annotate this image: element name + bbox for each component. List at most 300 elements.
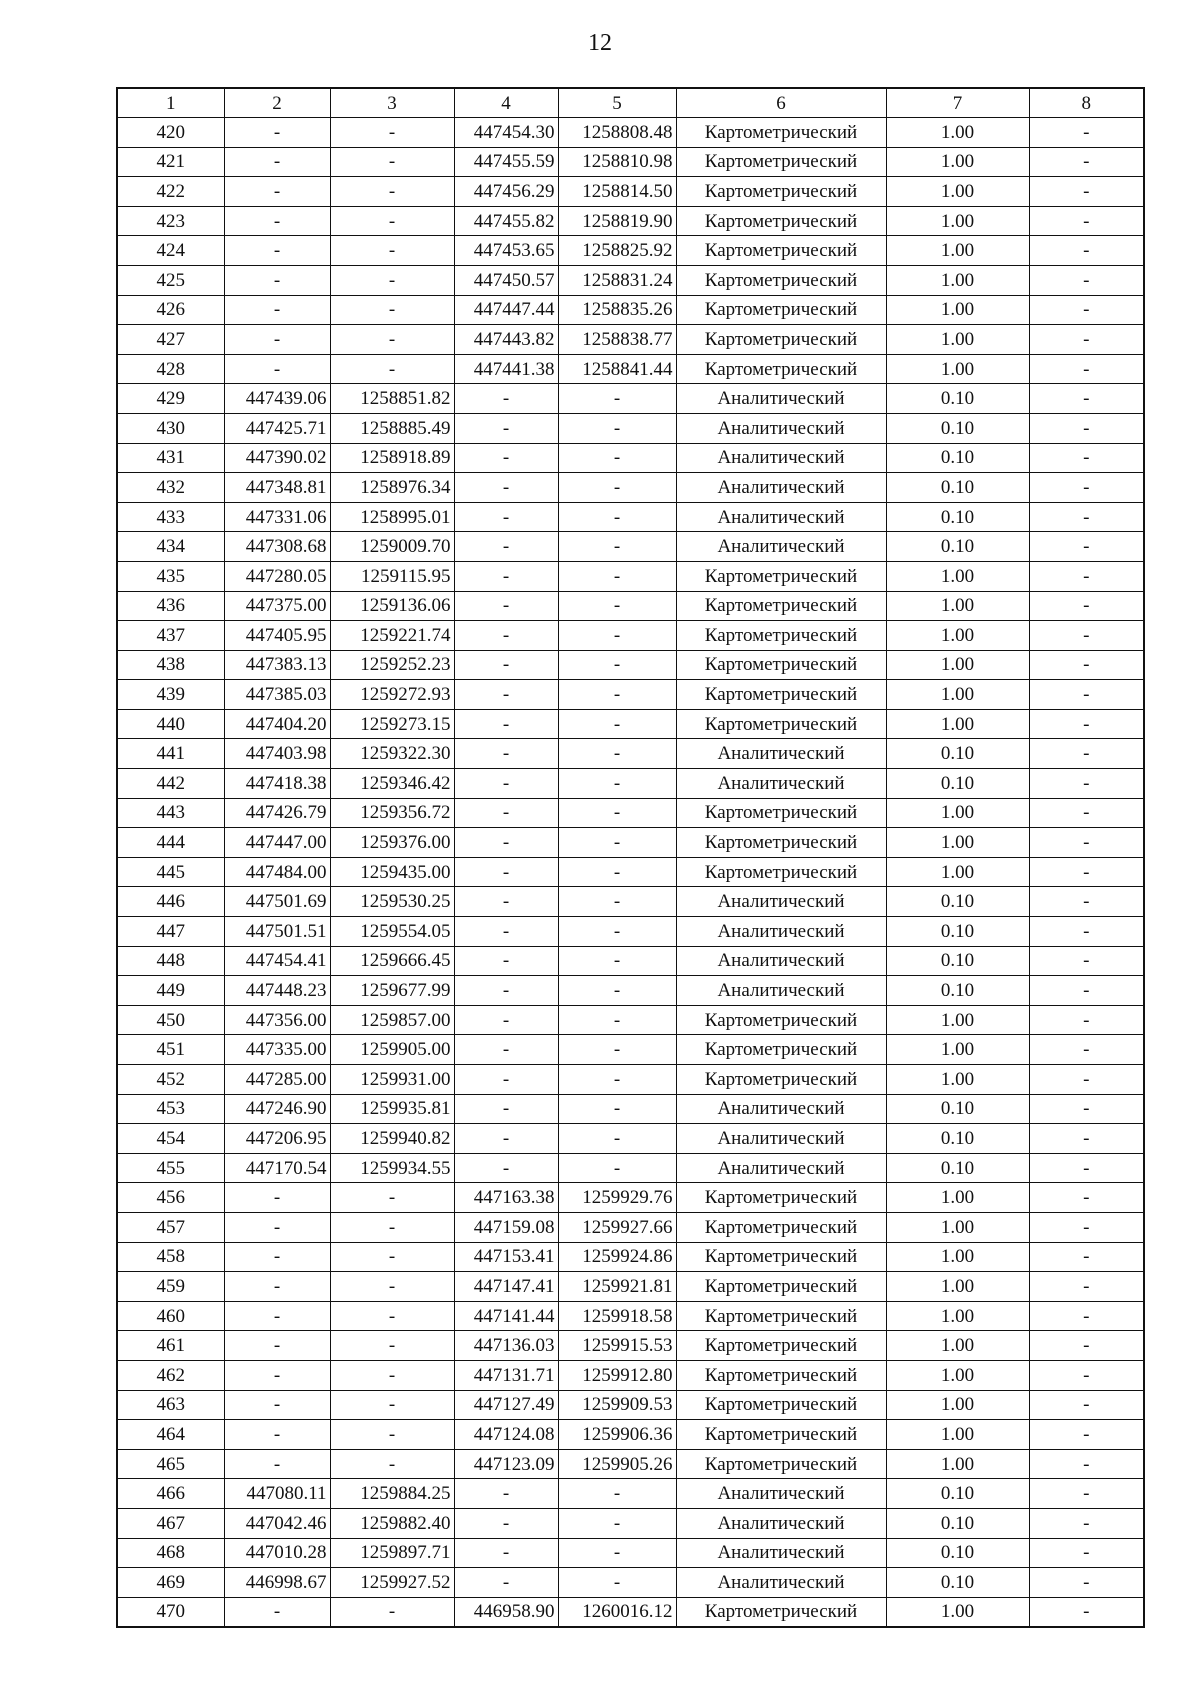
description-cell: - [1029, 1568, 1144, 1598]
point-number-cell: 442 [117, 769, 224, 799]
existing-x-cell: 447501.69 [224, 887, 330, 917]
description-cell: - [1029, 1035, 1144, 1065]
table-row [117, 591, 1144, 621]
table-row [117, 1390, 1144, 1420]
method-cell: Аналитический [676, 1479, 886, 1509]
table-row [117, 1065, 1144, 1095]
accuracy-cell: 1.00 [886, 798, 1029, 828]
new-y-cell: 1259915.53 [558, 1331, 676, 1361]
point-number-cell: 431 [117, 443, 224, 473]
new-x-cell: - [454, 443, 558, 473]
new-y-cell: - [558, 1005, 676, 1035]
description-cell: - [1029, 325, 1144, 355]
table-row [117, 502, 1144, 532]
new-x-cell: - [454, 1508, 558, 1538]
method-cell: Картометрический [676, 591, 886, 621]
description-cell: - [1029, 769, 1144, 799]
description-cell: - [1029, 1212, 1144, 1242]
point-number-cell: 449 [117, 976, 224, 1006]
accuracy-cell: 1.00 [886, 1242, 1029, 1272]
description-cell: - [1029, 976, 1144, 1006]
column-header: 8 [1029, 88, 1144, 118]
existing-x-cell: - [224, 177, 330, 207]
accuracy-cell: 0.10 [886, 1124, 1029, 1154]
existing-y-cell: 1259857.00 [330, 1005, 454, 1035]
table-row [117, 1153, 1144, 1183]
table-row [117, 265, 1144, 295]
point-number-cell: 454 [117, 1124, 224, 1154]
method-cell: Картометрический [676, 295, 886, 325]
new-x-cell: - [454, 769, 558, 799]
description-cell: - [1029, 354, 1144, 384]
new-x-cell: 447123.09 [454, 1449, 558, 1479]
new-y-cell: - [558, 650, 676, 680]
method-cell: Аналитический [676, 1094, 886, 1124]
accuracy-cell: 0.10 [886, 443, 1029, 473]
existing-y-cell: 1258995.01 [330, 502, 454, 532]
new-x-cell: - [454, 561, 558, 591]
point-number-cell: 443 [117, 798, 224, 828]
accuracy-cell: 0.10 [886, 502, 1029, 532]
new-x-cell: - [454, 680, 558, 710]
existing-y-cell: - [330, 1242, 454, 1272]
existing-x-cell: 447385.03 [224, 680, 330, 710]
new-y-cell: 1258841.44 [558, 354, 676, 384]
existing-y-cell: - [330, 1449, 454, 1479]
new-x-cell: 447447.44 [454, 295, 558, 325]
new-x-cell: - [454, 1005, 558, 1035]
accuracy-cell: 1.00 [886, 265, 1029, 295]
method-cell: Картометрический [676, 1420, 886, 1450]
method-cell: Картометрический [676, 1331, 886, 1361]
method-cell: Картометрический [676, 1035, 886, 1065]
table-row [117, 739, 1144, 769]
method-cell: Аналитический [676, 443, 886, 473]
table-row [117, 1124, 1144, 1154]
method-cell: Картометрический [676, 1242, 886, 1272]
description-cell: - [1029, 828, 1144, 858]
point-number-cell: 452 [117, 1065, 224, 1095]
existing-x-cell: - [224, 354, 330, 384]
new-y-cell: - [558, 621, 676, 651]
new-y-cell: - [558, 946, 676, 976]
existing-y-cell: - [330, 1212, 454, 1242]
description-cell: - [1029, 650, 1144, 680]
description-cell: - [1029, 265, 1144, 295]
accuracy-cell: 0.10 [886, 887, 1029, 917]
new-y-cell: - [558, 1153, 676, 1183]
new-y-cell: 1260016.12 [558, 1597, 676, 1627]
existing-y-cell: - [330, 1597, 454, 1627]
existing-y-cell: - [330, 1390, 454, 1420]
point-number-cell: 470 [117, 1597, 224, 1627]
table-row [117, 1094, 1144, 1124]
table-row [117, 295, 1144, 325]
existing-x-cell: 447447.00 [224, 828, 330, 858]
table-row [117, 1420, 1144, 1450]
accuracy-cell: 0.10 [886, 739, 1029, 769]
point-number-cell: 462 [117, 1360, 224, 1390]
new-y-cell: - [558, 1124, 676, 1154]
point-number-cell: 420 [117, 118, 224, 148]
accuracy-cell: 1.00 [886, 1420, 1029, 1450]
existing-x-cell: 447418.38 [224, 769, 330, 799]
point-number-cell: 432 [117, 473, 224, 503]
existing-y-cell: - [330, 325, 454, 355]
accuracy-cell: 1.00 [886, 709, 1029, 739]
existing-x-cell: 447484.00 [224, 857, 330, 887]
table-row [117, 1360, 1144, 1390]
table-row [117, 680, 1144, 710]
accuracy-cell: 1.00 [886, 295, 1029, 325]
table-row [117, 1597, 1144, 1627]
method-cell: Аналитический [676, 384, 886, 414]
point-number-cell: 421 [117, 147, 224, 177]
new-y-cell: - [558, 769, 676, 799]
table-row [117, 798, 1144, 828]
new-x-cell: 447131.71 [454, 1360, 558, 1390]
method-cell: Картометрический [676, 206, 886, 236]
existing-y-cell: 1259882.40 [330, 1508, 454, 1538]
new-y-cell: 1258819.90 [558, 206, 676, 236]
existing-y-cell: 1259677.99 [330, 976, 454, 1006]
coordinates-table [116, 87, 1145, 1628]
existing-x-cell: - [224, 1390, 330, 1420]
description-cell: - [1029, 591, 1144, 621]
description-cell: - [1029, 1508, 1144, 1538]
new-y-cell: 1259905.26 [558, 1449, 676, 1479]
point-number-cell: 457 [117, 1212, 224, 1242]
existing-y-cell: 1259931.00 [330, 1065, 454, 1095]
existing-y-cell: - [330, 1420, 454, 1450]
existing-y-cell: 1258885.49 [330, 413, 454, 443]
method-cell: Аналитический [676, 917, 886, 947]
point-number-cell: 438 [117, 650, 224, 680]
table-row [117, 236, 1144, 266]
new-x-cell: - [454, 621, 558, 651]
table-row [117, 828, 1144, 858]
new-x-cell: - [454, 1479, 558, 1509]
existing-y-cell: 1259115.95 [330, 561, 454, 591]
new-x-cell: 447136.03 [454, 1331, 558, 1361]
point-number-cell: 439 [117, 680, 224, 710]
new-x-cell: - [454, 887, 558, 917]
table-row [117, 650, 1144, 680]
new-y-cell: 1258835.26 [558, 295, 676, 325]
method-cell: Картометрический [676, 354, 886, 384]
point-number-cell: 448 [117, 946, 224, 976]
new-y-cell: - [558, 680, 676, 710]
existing-x-cell: 447404.20 [224, 709, 330, 739]
existing-x-cell: 447405.95 [224, 621, 330, 651]
new-x-cell: - [454, 1065, 558, 1095]
method-cell: Картометрический [676, 236, 886, 266]
table-row [117, 857, 1144, 887]
table-row [117, 413, 1144, 443]
accuracy-cell: 1.00 [886, 680, 1029, 710]
point-number-cell: 463 [117, 1390, 224, 1420]
existing-y-cell: 1259554.05 [330, 917, 454, 947]
existing-x-cell: 447280.05 [224, 561, 330, 591]
existing-y-cell: 1259356.72 [330, 798, 454, 828]
method-cell: Аналитический [676, 1153, 886, 1183]
accuracy-cell: 0.10 [886, 1094, 1029, 1124]
point-number-cell: 453 [117, 1094, 224, 1124]
table-row [117, 621, 1144, 651]
new-x-cell: - [454, 857, 558, 887]
new-y-cell: - [558, 1065, 676, 1095]
existing-y-cell: - [330, 1331, 454, 1361]
table-row [117, 1301, 1144, 1331]
description-cell: - [1029, 1390, 1144, 1420]
method-cell: Картометрический [676, 1183, 886, 1213]
description-cell: - [1029, 206, 1144, 236]
point-number-cell: 446 [117, 887, 224, 917]
existing-x-cell: 447335.00 [224, 1035, 330, 1065]
new-y-cell: - [558, 384, 676, 414]
description-cell: - [1029, 384, 1144, 414]
existing-x-cell: 447454.41 [224, 946, 330, 976]
description-cell: - [1029, 532, 1144, 562]
point-number-cell: 445 [117, 857, 224, 887]
description-cell: - [1029, 473, 1144, 503]
description-cell: - [1029, 1331, 1144, 1361]
description-cell: - [1029, 917, 1144, 947]
existing-x-cell: 447010.28 [224, 1538, 330, 1568]
new-y-cell: - [558, 443, 676, 473]
new-x-cell: - [454, 591, 558, 621]
accuracy-cell: 1.00 [886, 118, 1029, 148]
table-row [117, 946, 1144, 976]
method-cell: Аналитический [676, 473, 886, 503]
new-x-cell: 447453.65 [454, 236, 558, 266]
method-cell: Картометрический [676, 857, 886, 887]
existing-x-cell: 447348.81 [224, 473, 330, 503]
point-number-cell: 451 [117, 1035, 224, 1065]
table-row [117, 532, 1144, 562]
accuracy-cell: 1.00 [886, 1065, 1029, 1095]
table-row [117, 1183, 1144, 1213]
point-number-cell: 428 [117, 354, 224, 384]
table-row [117, 206, 1144, 236]
description-cell: - [1029, 1272, 1144, 1302]
new-y-cell: - [558, 591, 676, 621]
new-y-cell: - [558, 917, 676, 947]
new-y-cell: 1259929.76 [558, 1183, 676, 1213]
column-header: 1 [117, 88, 224, 118]
accuracy-cell: 1.00 [886, 354, 1029, 384]
description-cell: - [1029, 887, 1144, 917]
existing-x-cell: - [224, 1331, 330, 1361]
accuracy-cell: 0.10 [886, 946, 1029, 976]
accuracy-cell: 1.00 [886, 147, 1029, 177]
table-row [117, 443, 1144, 473]
existing-x-cell: 447206.95 [224, 1124, 330, 1154]
description-cell: - [1029, 413, 1144, 443]
accuracy-cell: 1.00 [886, 591, 1029, 621]
new-y-cell: 1258810.98 [558, 147, 676, 177]
existing-y-cell: 1259322.30 [330, 739, 454, 769]
point-number-cell: 429 [117, 384, 224, 414]
existing-y-cell: 1259666.45 [330, 946, 454, 976]
description-cell: - [1029, 798, 1144, 828]
new-x-cell: 447456.29 [454, 177, 558, 207]
new-y-cell: - [558, 502, 676, 532]
accuracy-cell: 0.10 [886, 769, 1029, 799]
method-cell: Картометрический [676, 265, 886, 295]
existing-x-cell: - [224, 1449, 330, 1479]
new-y-cell: - [558, 887, 676, 917]
new-y-cell: - [558, 857, 676, 887]
table-row [117, 887, 1144, 917]
existing-x-cell: - [224, 1272, 330, 1302]
description-cell: - [1029, 1005, 1144, 1035]
existing-x-cell: 447501.51 [224, 917, 330, 947]
column-header: 7 [886, 88, 1029, 118]
existing-y-cell: 1259934.55 [330, 1153, 454, 1183]
table-body [117, 118, 1144, 1628]
existing-x-cell: - [224, 265, 330, 295]
accuracy-cell: 1.00 [886, 1005, 1029, 1035]
existing-x-cell: 447080.11 [224, 1479, 330, 1509]
accuracy-cell: 1.00 [886, 1390, 1029, 1420]
page-number: 12 [588, 30, 612, 56]
new-x-cell: - [454, 828, 558, 858]
existing-x-cell: 447426.79 [224, 798, 330, 828]
existing-x-cell: - [224, 1420, 330, 1450]
new-y-cell: 1258831.24 [558, 265, 676, 295]
method-cell: Картометрический [676, 177, 886, 207]
existing-y-cell: 1258976.34 [330, 473, 454, 503]
description-cell: - [1029, 946, 1144, 976]
existing-x-cell: - [224, 1242, 330, 1272]
description-cell: - [1029, 1420, 1144, 1450]
method-cell: Картометрический [676, 1272, 886, 1302]
accuracy-cell: 1.00 [886, 650, 1029, 680]
new-x-cell: - [454, 709, 558, 739]
column-header: 4 [454, 88, 558, 118]
new-y-cell: - [558, 828, 676, 858]
new-x-cell: - [454, 1153, 558, 1183]
existing-y-cell: 1259221.74 [330, 621, 454, 651]
point-number-cell: 427 [117, 325, 224, 355]
new-y-cell: - [558, 1508, 676, 1538]
new-x-cell: 447127.49 [454, 1390, 558, 1420]
column-header: 6 [676, 88, 886, 118]
accuracy-cell: 1.00 [886, 325, 1029, 355]
method-cell: Картометрический [676, 561, 886, 591]
new-x-cell: 447450.57 [454, 265, 558, 295]
method-cell: Картометрический [676, 1597, 886, 1627]
new-x-cell: - [454, 1035, 558, 1065]
table-row [117, 1508, 1144, 1538]
method-cell: Картометрический [676, 709, 886, 739]
method-cell: Картометрический [676, 828, 886, 858]
point-number-cell: 424 [117, 236, 224, 266]
point-number-cell: 459 [117, 1272, 224, 1302]
accuracy-cell: 0.10 [886, 917, 1029, 947]
method-cell: Картометрический [676, 680, 886, 710]
point-number-cell: 465 [117, 1449, 224, 1479]
point-number-cell: 467 [117, 1508, 224, 1538]
description-cell: - [1029, 1479, 1144, 1509]
existing-y-cell: 1259935.81 [330, 1094, 454, 1124]
method-cell: Аналитический [676, 1508, 886, 1538]
point-number-cell: 425 [117, 265, 224, 295]
new-x-cell: 447443.82 [454, 325, 558, 355]
existing-y-cell: - [330, 1272, 454, 1302]
table-row [117, 1212, 1144, 1242]
existing-x-cell: - [224, 236, 330, 266]
table-row [117, 1242, 1144, 1272]
existing-y-cell: 1259897.71 [330, 1538, 454, 1568]
new-y-cell: - [558, 413, 676, 443]
table-row [117, 1479, 1144, 1509]
table-row [117, 177, 1144, 207]
existing-y-cell: 1259940.82 [330, 1124, 454, 1154]
accuracy-cell: 1.00 [886, 1331, 1029, 1361]
method-cell: Аналитический [676, 413, 886, 443]
method-cell: Аналитический [676, 739, 886, 769]
existing-y-cell: 1259884.25 [330, 1479, 454, 1509]
existing-x-cell: 447331.06 [224, 502, 330, 532]
new-y-cell: - [558, 739, 676, 769]
table-row [117, 147, 1144, 177]
new-y-cell: - [558, 473, 676, 503]
new-y-cell: - [558, 798, 676, 828]
point-number-cell: 441 [117, 739, 224, 769]
description-cell: - [1029, 147, 1144, 177]
existing-x-cell: 447308.68 [224, 532, 330, 562]
point-number-cell: 435 [117, 561, 224, 591]
description-cell: - [1029, 1301, 1144, 1331]
existing-y-cell: - [330, 147, 454, 177]
existing-y-cell: 1259273.15 [330, 709, 454, 739]
existing-y-cell: 1259346.42 [330, 769, 454, 799]
column-header: 3 [330, 88, 454, 118]
existing-x-cell: - [224, 1597, 330, 1627]
description-cell: - [1029, 1449, 1144, 1479]
table-row [117, 561, 1144, 591]
new-x-cell: 447141.44 [454, 1301, 558, 1331]
new-y-cell: - [558, 976, 676, 1006]
existing-x-cell: - [224, 1301, 330, 1331]
accuracy-cell: 1.00 [886, 1597, 1029, 1627]
new-x-cell: - [454, 1124, 558, 1154]
existing-x-cell: 447448.23 [224, 976, 330, 1006]
existing-x-cell: 447383.13 [224, 650, 330, 680]
method-cell: Картометрический [676, 798, 886, 828]
accuracy-cell: 1.00 [886, 828, 1029, 858]
new-y-cell: 1259927.66 [558, 1212, 676, 1242]
method-cell: Картометрический [676, 650, 886, 680]
new-x-cell: 446958.90 [454, 1597, 558, 1627]
existing-x-cell: 446998.67 [224, 1568, 330, 1598]
existing-y-cell: 1259376.00 [330, 828, 454, 858]
existing-x-cell: 447425.71 [224, 413, 330, 443]
accuracy-cell: 1.00 [886, 1212, 1029, 1242]
existing-x-cell: 447403.98 [224, 739, 330, 769]
existing-y-cell: - [330, 265, 454, 295]
new-y-cell: 1259921.81 [558, 1272, 676, 1302]
new-y-cell: 1259912.80 [558, 1360, 676, 1390]
table-row [117, 325, 1144, 355]
method-cell: Аналитический [676, 769, 886, 799]
existing-y-cell: - [330, 236, 454, 266]
table-row [117, 1035, 1144, 1065]
new-y-cell: - [558, 1479, 676, 1509]
existing-x-cell: - [224, 325, 330, 355]
